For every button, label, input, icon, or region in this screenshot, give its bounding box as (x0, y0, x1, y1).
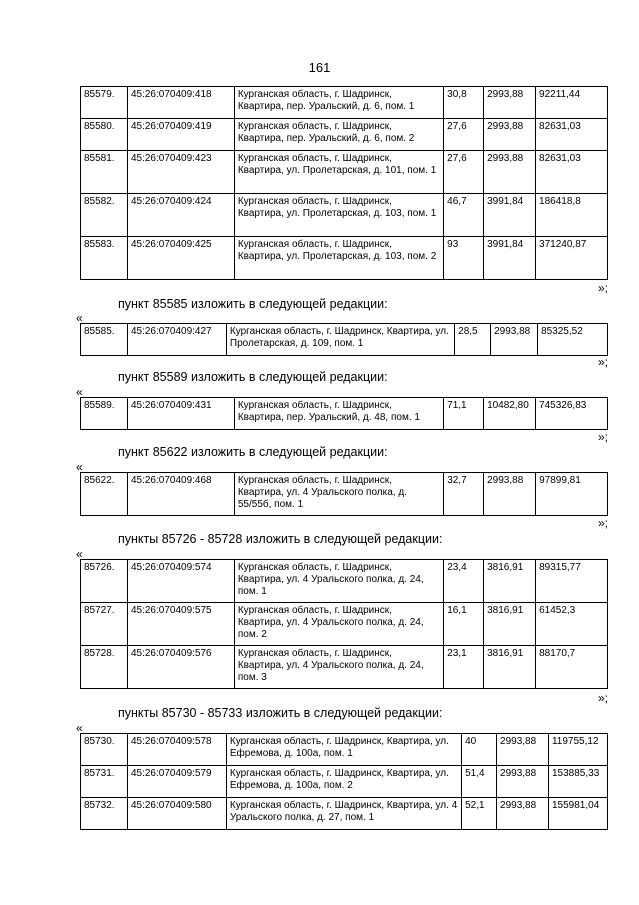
table-5 (80, 559, 608, 689)
price-per-unit: 2993,88 (484, 473, 536, 516)
price-per-unit: 3991,84 (484, 237, 536, 280)
total-value: 97899,81 (536, 473, 608, 516)
total-value: 61452,3 (536, 603, 608, 646)
area: 23,4 (444, 560, 484, 603)
address: Курганская область, г. Шадринск, Квартира, ул. 4 Уральского полка, д. 27, пом. 1 (226, 798, 461, 830)
price-per-unit: 3816,91 (484, 603, 536, 646)
row-number: 85579. (81, 87, 128, 119)
table-row (81, 734, 608, 766)
table-row (81, 766, 608, 798)
total-value: 82631,03 (536, 119, 608, 151)
table-row (81, 603, 608, 646)
area: 71,1 (444, 398, 484, 430)
address: Курганская область, г. Шадринск, Квартира, ул. Пролетарская, д. 103, пом. 2 (234, 237, 443, 280)
cadastral-number: 45:26:070409:580 (127, 798, 226, 830)
price-per-unit: 3991,84 (484, 194, 536, 237)
total-value: 89315,77 (536, 560, 608, 603)
total-value: 82631,03 (536, 151, 608, 194)
area: 23,1 (444, 646, 484, 689)
cadastral-number: 45:26:070409:468 (127, 473, 234, 516)
closing-quote: »; (597, 355, 608, 369)
area: 40 (462, 734, 497, 766)
row-number: 85622. (81, 473, 128, 516)
row-number: 85589. (81, 398, 128, 430)
cadastral-number: 45:26:070409:418 (127, 87, 234, 119)
opening-quote: « (76, 460, 83, 474)
cadastral-number: 45:26:070409:427 (127, 324, 226, 356)
area: 51,4 (462, 766, 497, 798)
table-3 (80, 397, 608, 430)
table-row (81, 237, 608, 280)
address: Курганская область, г. Шадринск, Квартира, ул. Ефремова, д. 100а, пом. 1 (226, 734, 461, 766)
opening-quote: « (76, 547, 83, 561)
table-row (81, 324, 608, 356)
area: 30,8 (444, 87, 484, 119)
cadastral-number: 45:26:070409:576 (127, 646, 234, 689)
price-per-unit: 2993,88 (484, 119, 536, 151)
cadastral-number: 45:26:070409:419 (127, 119, 234, 151)
page-number: 161 (308, 60, 331, 75)
total-value: 186418,8 (536, 194, 608, 237)
price-per-unit: 3816,91 (484, 560, 536, 603)
row-number: 85582. (81, 194, 128, 237)
table-row (81, 151, 608, 194)
address: Курганская область, г. Шадринск, Квартира, ул. 4 Уральского полка, д. 24, пом. 1 (234, 560, 443, 603)
area: 28,5 (455, 324, 491, 356)
row-number: 85726. (81, 560, 128, 603)
amendment-heading: пункт 85589 изложить в следующей редакции: (118, 370, 388, 384)
row-number: 85728. (81, 646, 128, 689)
table-row (81, 194, 608, 237)
total-value: 88170,7 (536, 646, 608, 689)
address: Курганская область, г. Шадринск, Квартира, ул. Пролетарская, д. 101, пом. 1 (234, 151, 443, 194)
price-per-unit: 2993,88 (497, 798, 549, 830)
cadastral-number: 45:26:070409:578 (127, 734, 226, 766)
closing-quote: »; (597, 430, 608, 444)
area: 16,1 (444, 603, 484, 646)
address: Курганская область, г. Шадринск, Квартира, ул. 4 Уральского полка, д. 24, пом. 3 (234, 646, 443, 689)
cadastral-number: 45:26:070409:575 (127, 603, 234, 646)
row-number: 85581. (81, 151, 128, 194)
address: Курганская область, г. Шадринск, Квартира, пер. Уральский, д. 6, пом. 1 (234, 87, 443, 119)
table-row (81, 798, 608, 830)
total-value: 119755,12 (548, 734, 607, 766)
row-number: 85731. (81, 766, 128, 798)
area: 27,6 (444, 151, 484, 194)
cadastral-number: 45:26:070409:431 (127, 398, 234, 430)
address: Курганская область, г. Шадринск, Квартира, ул. Ефремова, д. 100а, пом. 2 (226, 766, 461, 798)
row-number: 85583. (81, 237, 128, 280)
row-number: 85732. (81, 798, 128, 830)
address: Курганская область, г. Шадринск, Квартира, ул. Пролетарская, д. 109, пом. 1 (226, 324, 454, 356)
table-row (81, 119, 608, 151)
area: 32,7 (444, 473, 484, 516)
address: Курганская область, г. Шадринск, Квартира, пер. Уральский, д. 48, пом. 1 (234, 398, 443, 430)
closing-quote: »; (597, 691, 608, 705)
table-1 (80, 86, 608, 280)
address: Курганская область, г. Шадринск, Квартира, ул. 4 Уральского полка, д. 55/55б, пом. 1 (234, 473, 443, 516)
amendment-heading: пункты 85730 - 85733 изложить в следующей редакции: (118, 706, 443, 720)
closing-quote: »; (597, 281, 608, 295)
total-value: 745326,83 (536, 398, 608, 430)
price-per-unit: 3816,91 (484, 646, 536, 689)
row-number: 85730. (81, 734, 128, 766)
table-2 (80, 323, 608, 356)
area: 52,1 (462, 798, 497, 830)
cadastral-number: 45:26:070409:423 (127, 151, 234, 194)
total-value: 371240,87 (536, 237, 608, 280)
price-per-unit: 10482,80 (484, 398, 536, 430)
row-number: 85580. (81, 119, 128, 151)
table-row (81, 87, 608, 119)
opening-quote: « (76, 385, 83, 399)
total-value: 85325,52 (538, 324, 608, 356)
address: Курганская область, г. Шадринск, Квартира, пер. Уральский, д. 6, пом. 2 (234, 119, 443, 151)
price-per-unit: 2993,88 (491, 324, 538, 356)
price-per-unit: 2993,88 (484, 151, 536, 194)
address: Курганская область, г. Шадринск, Квартира, ул. Пролетарская, д. 103, пом. 1 (234, 194, 443, 237)
closing-quote: »; (597, 516, 608, 530)
cadastral-number: 45:26:070409:574 (127, 560, 234, 603)
table-row (81, 560, 608, 603)
cadastral-number: 45:26:070409:425 (127, 237, 234, 280)
amendment-heading: пункты 85726 - 85728 изложить в следующей редакции: (118, 532, 443, 546)
total-value: 155981,04 (548, 798, 607, 830)
area: 93 (444, 237, 484, 280)
opening-quote: « (76, 311, 83, 325)
area: 27,6 (444, 119, 484, 151)
row-number: 85727. (81, 603, 128, 646)
amendment-heading: пункт 85585 изложить в следующей редакции: (118, 297, 388, 311)
opening-quote: « (76, 721, 83, 735)
table-row (81, 646, 608, 689)
total-value: 153885,33 (548, 766, 607, 798)
cadastral-number: 45:26:070409:579 (127, 766, 226, 798)
area: 46,7 (444, 194, 484, 237)
table-row (81, 473, 608, 516)
price-per-unit: 2993,88 (484, 87, 536, 119)
amendment-heading: пункт 85622 изложить в следующей редакции: (118, 445, 388, 459)
address: Курганская область, г. Шадринск, Квартира, ул. 4 Уральского полка, д. 24, пом. 2 (234, 603, 443, 646)
table-6 (80, 733, 608, 830)
table-row (81, 398, 608, 430)
table-4 (80, 472, 608, 516)
row-number: 85585. (81, 324, 128, 356)
price-per-unit: 2993,88 (497, 766, 549, 798)
cadastral-number: 45:26:070409:424 (127, 194, 234, 237)
price-per-unit: 2993,88 (497, 734, 549, 766)
total-value: 92211,44 (536, 87, 608, 119)
